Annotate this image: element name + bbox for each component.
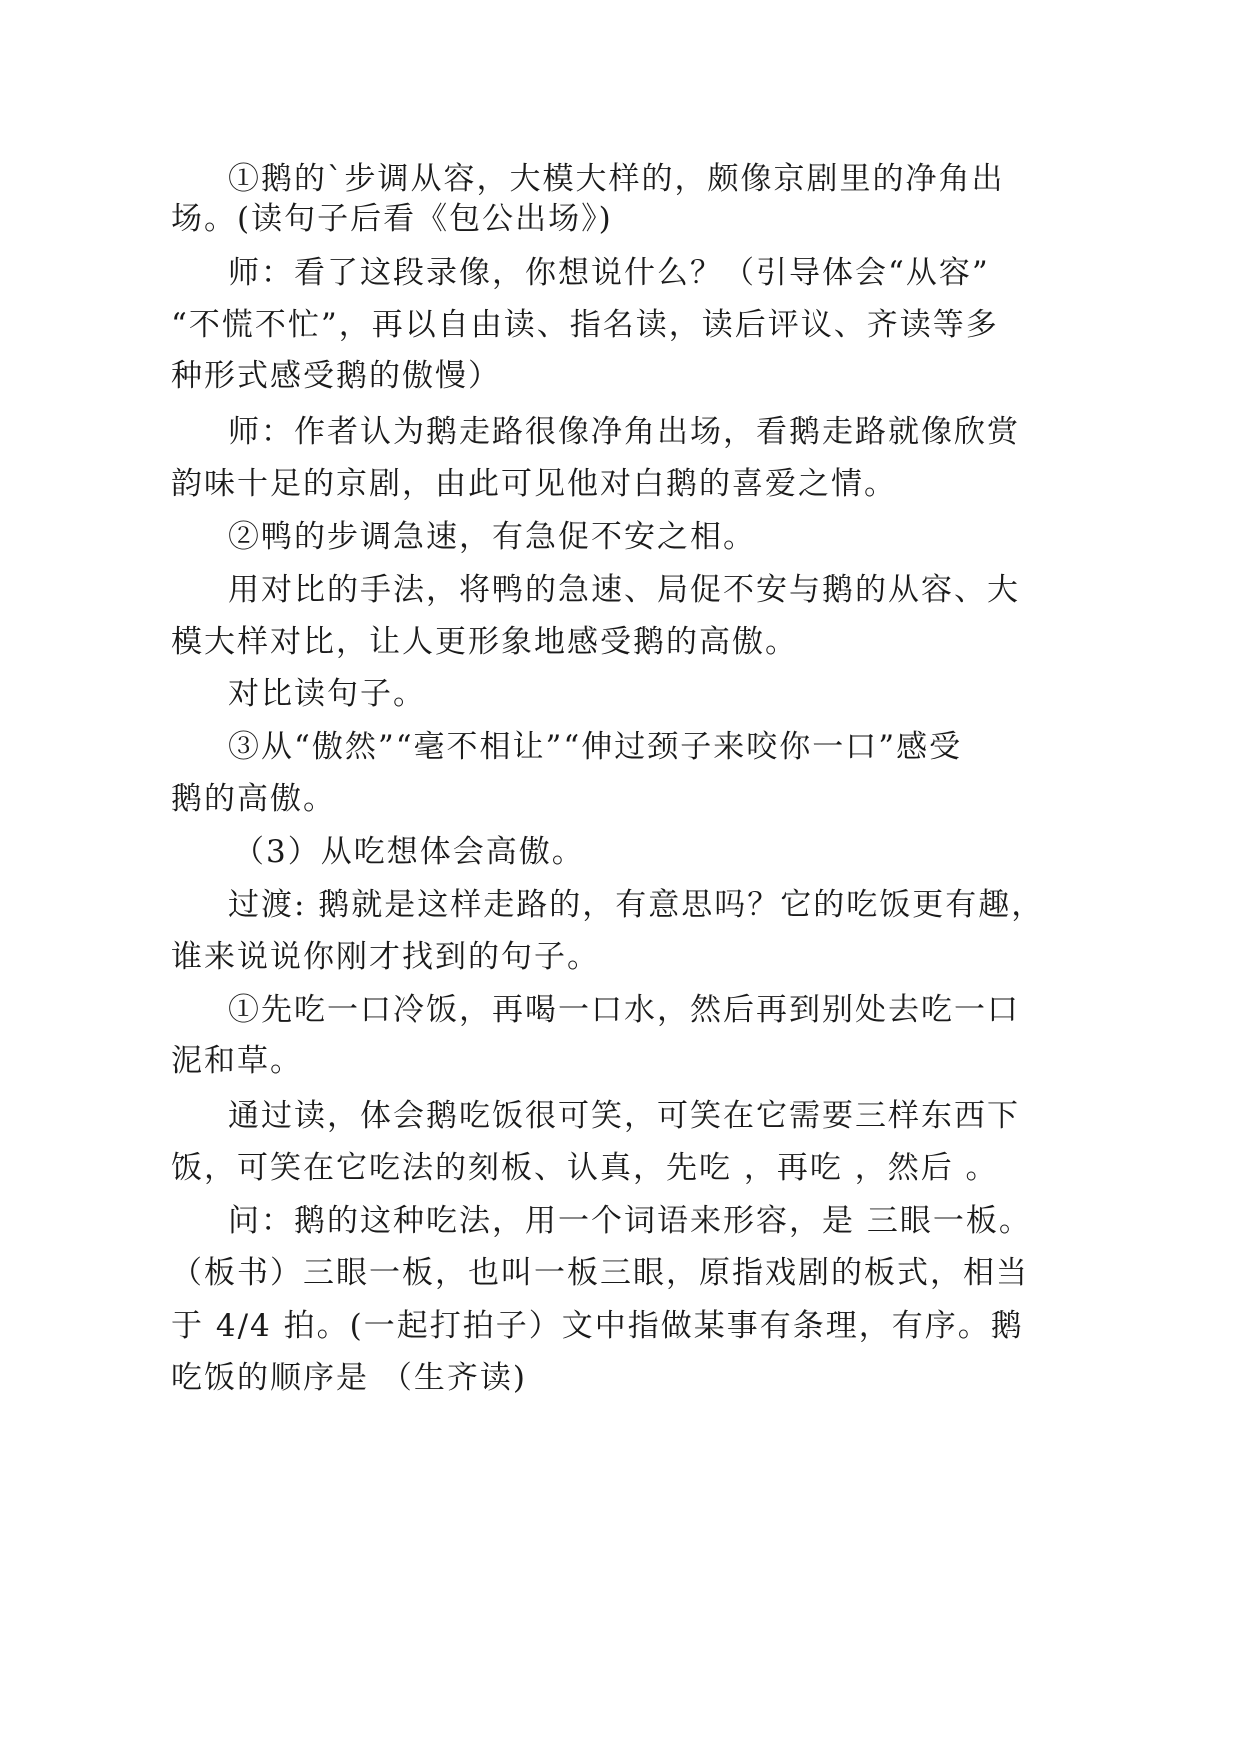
text-line-24: 吃饭的顺序是 （生齐读) — [171, 1360, 527, 1396]
text-line-14: （3）从吃想体会高傲。 — [233, 834, 585, 870]
text-line-21: 问：鹅的这种吃法，用一个词语来形容，是 三眼一板。 — [228, 1203, 1032, 1239]
text-line-17: ①先吃一口冷饭，再喝一口水，然后再到别处去吃一口 — [228, 992, 1020, 1028]
text-line-8: ②鸭的步调急速，有急促不安之相。 — [228, 519, 756, 555]
text-line-20: 饭，可笑在它吃法的刻板、认真，先吃 ，再吃 ，然后 。 — [171, 1150, 999, 1186]
text-line-13: 鹅的高傲。 — [171, 781, 336, 817]
text-line-15: 过渡: 鹅就是这样走路的，有意思吗？它的吃饭更有趣， — [228, 887, 1045, 923]
text-line-1: ①鹅的`步调从容，大模大样的，颇像京剧里的净角出 — [228, 161, 1005, 197]
text-line-4: “不慌不忙”，再以自由读、指名读，读后评议、齐读等多 — [171, 307, 999, 343]
text-line-16: 谁来说说你刚才找到的句子。 — [171, 939, 600, 975]
text-line-2: 场。(读句子后看《包公出场》) — [171, 201, 613, 237]
text-line-7: 韵味十足的京剧，由此可见他对白鹅的喜爱之情。 — [171, 466, 897, 502]
text-line-18: 泥和草。 — [171, 1043, 303, 1079]
text-line-3: 师：看了这段录像，你想说什么？（引导体会“从容” — [228, 255, 990, 291]
text-line-10: 模大样对比，让人更形象地感受鹅的高傲。 — [171, 624, 798, 660]
text-line-6: 师：作者认为鹅走路很像净角出场，看鹅走路就像欣赏 — [228, 414, 1020, 450]
text-line-22: （板书）三眼一板，也叫一板三眼，原指戏剧的板式，相当 — [171, 1255, 1029, 1291]
text-line-9: 用对比的手法，将鸭的急速、局促不安与鹅的从容、大 — [228, 572, 1020, 608]
text-line-23: 于 4/4 拍。(一起打拍子）文中指做某事有条理，有序。鹅 — [171, 1308, 1024, 1344]
text-line-19: 通过读，体会鹅吃饭很可笑，可笑在它需要三样东西下 — [228, 1098, 1020, 1134]
text-line-12: ③从“傲然”“毫不相让”“伸过颈子来咬你一口”感受 — [228, 729, 963, 765]
text-line-5: 种形式感受鹅的傲慢） — [171, 358, 501, 394]
text-line-11: 对比读句子。 — [228, 676, 426, 712]
